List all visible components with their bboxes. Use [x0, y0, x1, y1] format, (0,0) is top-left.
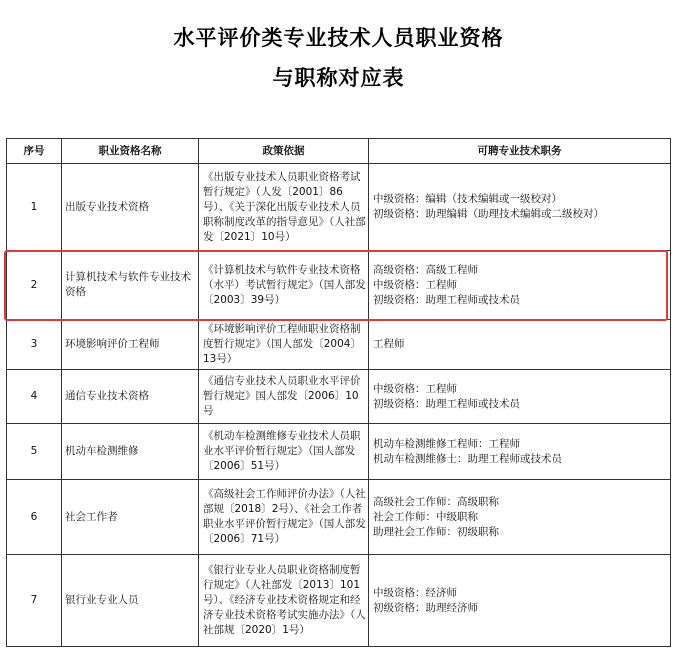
post-line: 工程师	[373, 338, 405, 350]
row-posts	[369, 555, 671, 647]
row-posts	[369, 480, 671, 555]
row-posts	[369, 164, 671, 251]
post-line: 高级社会工作师：高级职称	[373, 495, 499, 508]
row-no: 7	[7, 555, 62, 647]
post-line: 社会工作师：中级职称	[373, 510, 478, 523]
row-no: 3	[7, 320, 62, 370]
post-line: 初级资格：助理工程师或技术员	[373, 293, 520, 306]
row-no: 1	[7, 164, 62, 251]
table-header-row	[7, 139, 671, 164]
row-basis: 《银行业专业人员职业资格制度暂行规定》（人社部发〔2013〕101号）、《经济专业技术资格规定和经济专业技术资格考试实施办法》（人社部规〔2020〕1号）	[199, 555, 369, 647]
table-row	[7, 555, 671, 647]
post-line: 初级资格：助理经济师	[373, 601, 478, 614]
table-row	[7, 320, 671, 370]
document-title-line2: 与职称对应表	[272, 66, 405, 90]
row-qualification: 社会工作者	[62, 480, 199, 555]
header-qualification: 职业资格名称	[62, 139, 199, 164]
row-no: 4	[7, 370, 62, 424]
table-row	[7, 164, 671, 251]
row-qualification: 环境影响评价工程师	[62, 320, 199, 370]
row-basis: 《环境影响评价工程师职业资格制度暂行规定》（国人部发〔2004〕13号）	[199, 320, 369, 370]
row-no: 2	[7, 251, 62, 320]
qualification-table	[6, 138, 671, 647]
row-basis: 《高级社会工作师评价办法》（人社部规〔2018〕2号）、《社会工作者职业水平评价暂行规定》（国人部发〔2006〕71号）	[199, 480, 369, 555]
header-posts: 可聘专业技术职务	[369, 139, 671, 164]
row-no: 5	[7, 424, 62, 480]
post-line: 中级资格：工程师	[373, 382, 457, 395]
post-line: 机动车检测维修士：助理工程师或技术员	[373, 452, 562, 465]
document-title-line1: 水平评价类专业技术人员职业资格	[173, 26, 504, 50]
table-row	[7, 480, 671, 555]
row-posts	[369, 424, 671, 480]
row-qualification: 银行业专业人员	[62, 555, 199, 647]
table-row	[7, 424, 671, 480]
post-line: 中级资格：经济师	[373, 586, 457, 599]
row-posts	[369, 251, 671, 320]
table-row	[7, 251, 671, 320]
row-no: 6	[7, 480, 62, 555]
row-qualification: 通信专业技术资格	[62, 370, 199, 424]
row-qualification: 机动车检测维修	[62, 424, 199, 480]
post-line: 中级资格：编辑（技术编辑或一级校对）	[373, 193, 562, 205]
table-row	[7, 370, 671, 424]
row-basis: 《通信专业技术人员职业水平评价暂行规定》国人部发〔2006〕10号	[199, 370, 369, 424]
row-posts	[369, 320, 671, 370]
post-line: 助理社会工作师：初级职称	[373, 525, 499, 538]
row-posts	[369, 370, 671, 424]
post-line: 初级资格：助理编辑（助理技术编辑或二级校对）	[373, 208, 604, 220]
post-line: 中级资格：工程师	[373, 278, 457, 291]
header-basis: 政策依据	[199, 139, 369, 164]
post-line: 初级资格：助理工程师或技术员	[373, 397, 520, 410]
post-line: 高级资格：高级工程师	[373, 263, 478, 276]
row-basis: 《计算机技术与软件专业技术资格（水平）考试暂行规定》（国人部发〔2003〕39号）	[199, 251, 369, 320]
row-qualification: 计算机技术与软件专业技术资格	[62, 251, 199, 320]
post-line: 机动车检测维修工程师：工程师	[373, 437, 520, 450]
header-no: 序号	[7, 139, 62, 164]
row-qualification: 出版专业技术资格	[62, 164, 199, 251]
row-basis: 《机动车检测维修专业技术人员职业水平评价暂行规定》（国人部发〔2006〕51号）	[199, 424, 369, 480]
row-basis: 《出版专业技术人员职业资格考试暂行规定》（人发〔2001〕86号）、《关于深化出版专业技术人员职称制度改革的指导意见》（人社部发〔2021〕10号）	[199, 164, 369, 251]
